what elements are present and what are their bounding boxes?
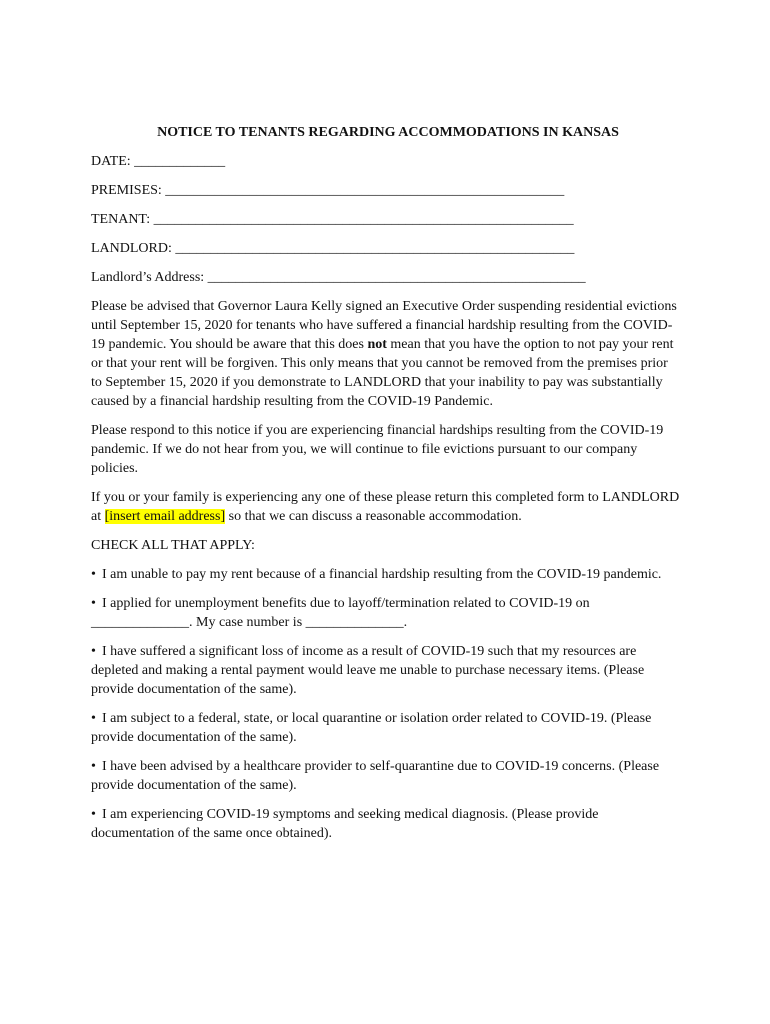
paragraph-text: mean that you have the option to not pay your rent or that your rent will be forgiven. This only means that you cannot be removed from the premises prior to September 15, 2020 if you demonstrate to LANDLORD that your inability to pay was substantially caused by a financial hardship resulting from the COVID-19 Pandemic. [91, 337, 674, 409]
landlord-address-field: Landlord’s Address: ______________________________________________________ [91, 270, 586, 285]
tenant-field: TENANT: ____________________________________________________________ [91, 212, 574, 227]
check-all-header: CHECK ALL THAT APPLY: [91, 538, 255, 553]
paragraph-text: If you or your family is experiencing any one of these please return this completed form to LANDLORD at [91, 490, 680, 524]
checklist-item-text: I am unable to pay my rent because of a financial hardship resulting from the COVID-19 pandemic. [102, 567, 662, 582]
paragraph-text: Please be advised that Governor Laura Kelly signed an Executive Order suspending residential evictions until September 15, 2020 for tenants who have suffered a financial hardship resulting from the COVID-19 pandemic. You should be aware that this does [91, 299, 677, 352]
checklist-item-text: I am subject to a federal, state, or local quarantine or isolation order related to COVID-19. (Please provide documentation of the same). [91, 711, 652, 745]
email-placeholder-highlight: [insert email address] [104, 509, 226, 524]
document-title: NOTICE TO TENANTS REGARDING ACCOMMODATIONS IN KANSAS [157, 125, 619, 140]
checklist-item-text: I have suffered a significant loss of income as a result of COVID-19 such that my resources are depleted and making a rental payment would leave me unable to purchase necessary items. (Please provide documentation of the same). [91, 644, 645, 697]
checklist-item-text: I have been advised by a healthcare provider to self-quarantine due to COVID-19 concerns. (Please provide documentation of the same). [91, 759, 660, 793]
paragraph-text: so that we can discuss a reasonable accommodation. [225, 509, 522, 524]
checklist-item [91, 757, 681, 795]
bullet-icon: • [91, 711, 96, 726]
checklist-item [91, 594, 681, 632]
bullet-icon: • [91, 596, 96, 611]
bullet-icon: • [91, 644, 96, 659]
checklist-item-text: I applied for unemployment benefits due to layoff/termination related to COVID-19 on ______________. My case number is ______________. [91, 596, 590, 630]
emphasis-not: not [367, 337, 387, 352]
bullet-icon: • [91, 759, 96, 774]
checklist-item [91, 642, 681, 699]
bullet-icon: • [91, 807, 96, 822]
checklist-item-text: I am experiencing COVID-19 symptoms and seeking medical diagnosis. (Please provide documentation of the same once obtained). [91, 807, 599, 841]
paragraph-respond: Please respond to this notice if you are experiencing financial hardships resulting from the COVID-19 pandemic. If we do not hear from you, we will continue to file evictions pursuant to our company policies. [91, 423, 664, 476]
paragraph-return-form [91, 488, 681, 526]
premises-field: PREMISES: _________________________________________________________ [91, 183, 565, 198]
landlord-field: LANDLORD: _________________________________________________________ [91, 241, 575, 256]
document-body [91, 123, 681, 853]
checklist-item [91, 565, 681, 584]
checklist-item [91, 805, 681, 843]
paragraph-executive-order [91, 297, 681, 411]
bullet-icon: • [91, 567, 96, 582]
checklist-item [91, 709, 681, 747]
date-field: DATE: _____________ [91, 154, 226, 169]
